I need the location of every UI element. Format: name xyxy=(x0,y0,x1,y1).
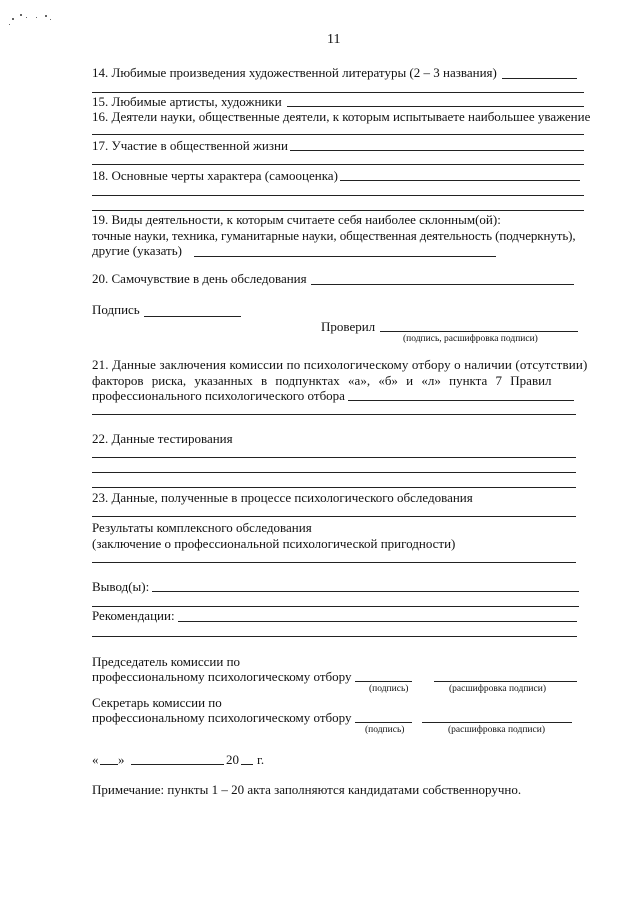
recommendations-label: Рекомендации: xyxy=(92,608,175,623)
date-year-suffix: г. xyxy=(257,752,265,767)
question-17: 17. Участие в общественной жизни xyxy=(92,138,288,153)
answer-line-23[interactable] xyxy=(92,516,576,517)
chair-decode-caption: (расшифровка подписи) xyxy=(449,684,546,694)
signature-line[interactable] xyxy=(144,316,241,317)
answer-line-19[interactable] xyxy=(194,256,496,257)
secretary-decode-caption: (расшифровка подписи) xyxy=(448,725,545,735)
date-year-line[interactable] xyxy=(241,764,253,765)
date-open-quote: « xyxy=(92,752,99,767)
date-month-line[interactable] xyxy=(131,764,224,765)
answer-line-21b[interactable] xyxy=(92,414,576,415)
secretary-signature-line[interactable] xyxy=(355,722,412,723)
question-15: 15. Любимые артисты, художники xyxy=(92,94,282,109)
question-22: 22. Данные тестирования xyxy=(92,431,233,446)
question-21-line3: профессионального психологического отбора xyxy=(92,388,345,403)
chair-title-line2: профессиональному психологическому отбору xyxy=(92,669,352,684)
results-title: Результаты комплексного обследования xyxy=(92,520,312,535)
answer-line-15[interactable] xyxy=(287,106,584,107)
question-20: 20. Самочувствие в день обследования xyxy=(92,271,307,286)
results-subtitle: (заключение о профессиональной психологической пригодности) xyxy=(92,536,456,551)
chair-signature-caption: (подпись) xyxy=(369,684,409,694)
answer-line-22b[interactable] xyxy=(92,472,576,473)
secretary-title: Секретарь комиссии по xyxy=(92,695,222,710)
answer-line-18[interactable] xyxy=(340,180,580,181)
question-21-line2: факторов риска, указанных в подпунктах «а», «б» и «л» пункта 7 Правил xyxy=(92,373,552,388)
answer-line-22a[interactable] xyxy=(92,457,576,458)
answer-line-21[interactable] xyxy=(348,400,574,401)
answer-line-17[interactable] xyxy=(290,150,584,151)
question-21: 21. Данные заключения комиссии по психологическому отбору о наличии (отсутствии) xyxy=(92,357,588,372)
chair-decode-line[interactable] xyxy=(434,681,577,682)
checked-signature-line[interactable] xyxy=(380,331,578,332)
answer-line-conclusion[interactable] xyxy=(152,591,579,592)
secretary-decode-line[interactable] xyxy=(422,722,572,723)
question-14: 14. Любимые произведения художественной литературы (2 – 3 названия) xyxy=(92,65,497,80)
answer-line-14b[interactable] xyxy=(92,92,584,93)
answer-line-16[interactable] xyxy=(92,134,584,135)
chair-title: Председатель комиссии по xyxy=(92,654,241,669)
chair-signature-line[interactable] xyxy=(355,681,412,682)
page-number: 11 xyxy=(327,32,341,47)
note: Примечание: пункты 1 – 20 акта заполняются кандидатами собственноручно. xyxy=(92,782,522,797)
date-day-line[interactable] xyxy=(100,764,118,765)
question-19: 19. Виды деятельности, к которым считаете себя наиболее склонным(ой): xyxy=(92,212,501,227)
answer-line-18c[interactable] xyxy=(92,210,584,211)
question-23: 23. Данные, полученные в процессе психологического обследования xyxy=(92,490,473,505)
date-close-quote: » xyxy=(118,752,125,767)
secretary-signature-caption: (подпись) xyxy=(365,725,405,735)
signature-label: Подпись xyxy=(92,302,140,317)
answer-line-recommendations[interactable] xyxy=(178,621,577,622)
date-year-prefix: 20 xyxy=(226,752,239,767)
question-19-options: точные науки, техника, гуманитарные науки, общественная деятельность (подчеркнуть), xyxy=(92,228,576,243)
answer-line-20[interactable] xyxy=(311,284,574,285)
secretary-title-line2: профессиональному психологическому отбору xyxy=(92,710,352,725)
conclusion-label: Вывод(ы): xyxy=(92,579,150,594)
answer-line-18b[interactable] xyxy=(92,195,584,196)
question-16: 16. Деятели науки, общественные деятели, к которым испытываете наибольшее уважение xyxy=(92,109,591,124)
checked-label: Проверил xyxy=(321,319,376,334)
question-18: 18. Основные черты характера (самооценка) xyxy=(92,168,338,183)
answer-line-conclusion-b[interactable] xyxy=(92,606,579,607)
answer-line-17b[interactable] xyxy=(92,164,584,165)
answer-line-results[interactable] xyxy=(92,562,576,563)
question-19-other: другие (указать) xyxy=(92,243,182,258)
answer-line-22c[interactable] xyxy=(92,487,576,488)
answer-line-recommendations-b[interactable] xyxy=(92,636,577,637)
checked-caption: (подпись, расшифровка подписи) xyxy=(403,334,538,344)
answer-line-14[interactable] xyxy=(502,78,577,79)
